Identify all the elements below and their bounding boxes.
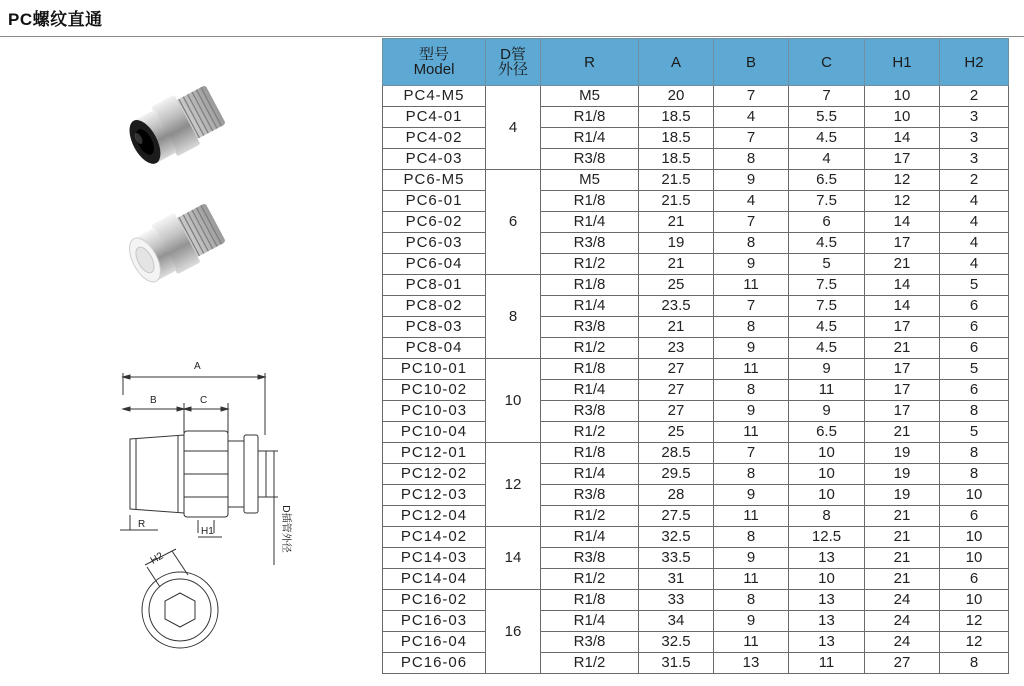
cell-c: 6 [789, 212, 865, 233]
cell-r: R1/4 [541, 296, 639, 317]
col-header-d-line2: 外径 [497, 61, 528, 78]
cell-a: 31.5 [639, 653, 714, 674]
cell-h1: 24 [865, 632, 940, 653]
cell-model: PC14-03 [383, 548, 486, 569]
cell-c: 5.5 [789, 107, 865, 128]
col-header-model [383, 39, 486, 86]
cell-r: R1/4 [541, 380, 639, 401]
cell-tube-diameter: 12 [486, 443, 541, 527]
cell-h1: 17 [865, 380, 940, 401]
cell-c: 7.5 [789, 275, 865, 296]
cell-h1: 14 [865, 296, 940, 317]
cell-h1: 12 [865, 170, 940, 191]
col-header-d [486, 39, 541, 86]
cell-a: 32.5 [639, 632, 714, 653]
dimension-drawing [100, 355, 400, 665]
table-row [383, 527, 1009, 548]
table-row [383, 632, 1009, 653]
cell-b: 7 [714, 296, 789, 317]
cell-a: 21 [639, 212, 714, 233]
cell-h1: 17 [865, 149, 940, 170]
cell-c: 13 [789, 632, 865, 653]
cell-b: 11 [714, 422, 789, 443]
cell-b: 7 [714, 128, 789, 149]
cell-r: R1/4 [541, 527, 639, 548]
cell-r: R1/8 [541, 107, 639, 128]
cell-model: PC16-03 [383, 611, 486, 632]
cell-a: 21 [639, 317, 714, 338]
cell-model: PC4-02 [383, 128, 486, 149]
cell-r: R3/8 [541, 233, 639, 254]
table-row [383, 191, 1009, 212]
cell-c: 4.5 [789, 233, 865, 254]
cell-c: 13 [789, 548, 865, 569]
cell-c: 6.5 [789, 170, 865, 191]
cell-model: PC14-02 [383, 527, 486, 548]
cell-c: 7.5 [789, 296, 865, 317]
cell-r: R1/8 [541, 443, 639, 464]
cell-r: R1/4 [541, 611, 639, 632]
dim-label-b: B [150, 395, 157, 406]
table-row [383, 485, 1009, 506]
cell-b: 9 [714, 548, 789, 569]
cell-h1: 14 [865, 212, 940, 233]
cell-h2: 2 [940, 170, 1009, 191]
cell-a: 27 [639, 401, 714, 422]
cell-b: 8 [714, 527, 789, 548]
cell-a: 18.5 [639, 149, 714, 170]
cell-r: R1/4 [541, 128, 639, 149]
cell-h1: 24 [865, 611, 940, 632]
cell-model: PC12-04 [383, 506, 486, 527]
table-row [383, 401, 1009, 422]
cell-a: 21.5 [639, 191, 714, 212]
cell-r: R1/8 [541, 359, 639, 380]
col-header-model-cn: 型号 [418, 46, 449, 63]
cell-a: 33 [639, 590, 714, 611]
cell-b: 11 [714, 275, 789, 296]
cell-model: PC10-01 [383, 359, 486, 380]
table-row [383, 275, 1009, 296]
cell-model: PC8-04 [383, 338, 486, 359]
cell-model: PC12-02 [383, 464, 486, 485]
cell-h2: 3 [940, 128, 1009, 149]
cell-c: 9 [789, 359, 865, 380]
cell-r: R3/8 [541, 401, 639, 422]
cell-b: 8 [714, 590, 789, 611]
cell-h2: 4 [940, 212, 1009, 233]
cell-r: R1/2 [541, 338, 639, 359]
page-title: PC螺纹直通 [8, 10, 103, 29]
cell-model: PC4-M5 [383, 86, 486, 107]
cell-a: 31 [639, 569, 714, 590]
cell-b: 8 [714, 317, 789, 338]
cell-c: 13 [789, 611, 865, 632]
table-row [383, 506, 1009, 527]
cell-a: 23.5 [639, 296, 714, 317]
cell-b: 11 [714, 632, 789, 653]
cell-c: 8 [789, 506, 865, 527]
cell-h2: 5 [940, 359, 1009, 380]
cell-h1: 14 [865, 275, 940, 296]
cell-h2: 8 [940, 464, 1009, 485]
title-divider [0, 36, 1024, 37]
cell-h1: 21 [865, 422, 940, 443]
cell-r: R1/2 [541, 569, 639, 590]
cell-h2: 12 [940, 632, 1009, 653]
cell-b: 11 [714, 359, 789, 380]
table-row [383, 611, 1009, 632]
cell-h1: 17 [865, 359, 940, 380]
cell-c: 9 [789, 401, 865, 422]
cell-h2: 4 [940, 233, 1009, 254]
cell-c: 4.5 [789, 128, 865, 149]
cell-b: 9 [714, 485, 789, 506]
cell-h2: 12 [940, 611, 1009, 632]
dim-label-h1: H1 [201, 526, 214, 537]
cell-a: 27 [639, 359, 714, 380]
cell-r: M5 [541, 170, 639, 191]
cell-b: 13 [714, 653, 789, 674]
cell-h2: 5 [940, 422, 1009, 443]
cell-b: 9 [714, 338, 789, 359]
cell-h1: 19 [865, 485, 940, 506]
spec-table-body [383, 86, 1009, 674]
cell-model: PC16-06 [383, 653, 486, 674]
cell-h2: 6 [940, 380, 1009, 401]
dim-label-a: A [194, 361, 201, 372]
cell-h2: 3 [940, 149, 1009, 170]
cell-h2: 5 [940, 275, 1009, 296]
cell-model: PC6-04 [383, 254, 486, 275]
col-header-h2: H2 [940, 39, 1009, 86]
cell-a: 28.5 [639, 443, 714, 464]
cell-h2: 6 [940, 506, 1009, 527]
cell-b: 9 [714, 254, 789, 275]
cell-model: PC8-01 [383, 275, 486, 296]
cell-b: 9 [714, 611, 789, 632]
cell-h2: 4 [940, 254, 1009, 275]
cell-model: PC12-01 [383, 443, 486, 464]
cell-a: 28 [639, 485, 714, 506]
cell-c: 11 [789, 380, 865, 401]
cell-h1: 21 [865, 338, 940, 359]
cell-r: R3/8 [541, 485, 639, 506]
table-row [383, 212, 1009, 233]
cell-b: 8 [714, 233, 789, 254]
cell-b: 7 [714, 443, 789, 464]
cell-model: PC10-03 [383, 401, 486, 422]
cell-b: 8 [714, 464, 789, 485]
cell-r: R1/8 [541, 191, 639, 212]
spec-table-header-row [383, 39, 1009, 86]
cell-c: 6.5 [789, 422, 865, 443]
cell-h1: 21 [865, 548, 940, 569]
cell-c: 4.5 [789, 338, 865, 359]
cell-b: 7 [714, 86, 789, 107]
cell-b: 7 [714, 212, 789, 233]
cell-c: 12.5 [789, 527, 865, 548]
cell-a: 21 [639, 254, 714, 275]
cell-c: 5 [789, 254, 865, 275]
table-row [383, 464, 1009, 485]
table-row [383, 233, 1009, 254]
col-header-model-en: Model [413, 61, 455, 78]
cell-model: PC10-02 [383, 380, 486, 401]
cell-c: 7.5 [789, 191, 865, 212]
cell-h2: 10 [940, 485, 1009, 506]
cell-r: R1/2 [541, 422, 639, 443]
col-header-b: B [714, 39, 789, 86]
cell-c: 10 [789, 464, 865, 485]
cell-model: PC4-01 [383, 107, 486, 128]
cell-r: R1/8 [541, 590, 639, 611]
cell-h1: 21 [865, 254, 940, 275]
cell-a: 25 [639, 422, 714, 443]
cell-a: 25 [639, 275, 714, 296]
cell-b: 4 [714, 191, 789, 212]
table-row [383, 107, 1009, 128]
dim-label-r: R [138, 519, 146, 530]
cell-b: 11 [714, 506, 789, 527]
cell-r: R1/4 [541, 464, 639, 485]
cell-h1: 12 [865, 191, 940, 212]
table-row [383, 548, 1009, 569]
cell-model: PC16-02 [383, 590, 486, 611]
cell-a: 20 [639, 86, 714, 107]
cell-c: 7 [789, 86, 865, 107]
cell-a: 33.5 [639, 548, 714, 569]
cell-h2: 6 [940, 569, 1009, 590]
cell-c: 10 [789, 443, 865, 464]
table-row [383, 590, 1009, 611]
cell-c: 11 [789, 653, 865, 674]
cell-h2: 8 [940, 443, 1009, 464]
cell-model: PC6-01 [383, 191, 486, 212]
cell-b: 11 [714, 569, 789, 590]
cell-r: R3/8 [541, 548, 639, 569]
cell-h1: 21 [865, 506, 940, 527]
cell-h1: 17 [865, 317, 940, 338]
cell-b: 8 [714, 149, 789, 170]
table-row [383, 149, 1009, 170]
cell-h1: 10 [865, 107, 940, 128]
cell-model: PC10-04 [383, 422, 486, 443]
cell-a: 19 [639, 233, 714, 254]
cell-h1: 17 [865, 233, 940, 254]
cell-h2: 10 [940, 590, 1009, 611]
cell-tube-diameter: 14 [486, 527, 541, 590]
table-row [383, 380, 1009, 401]
cell-model: PC4-03 [383, 149, 486, 170]
table-row [383, 653, 1009, 674]
cell-r: R3/8 [541, 149, 639, 170]
cell-tube-diameter: 10 [486, 359, 541, 443]
table-row [383, 317, 1009, 338]
table-row [383, 128, 1009, 149]
cell-h1: 21 [865, 569, 940, 590]
table-row [383, 338, 1009, 359]
cell-c: 10 [789, 569, 865, 590]
cell-a: 18.5 [639, 107, 714, 128]
cell-h1: 10 [865, 86, 940, 107]
cell-c: 4.5 [789, 317, 865, 338]
table-row [383, 296, 1009, 317]
cell-model: PC6-M5 [383, 170, 486, 191]
cell-r: R1/4 [541, 212, 639, 233]
fitting-photo-white-ring [125, 190, 240, 295]
cell-tube-diameter: 8 [486, 275, 541, 359]
cell-r: R3/8 [541, 317, 639, 338]
cell-h2: 4 [940, 191, 1009, 212]
col-header-d-line1: D管 [500, 46, 526, 63]
cell-b: 9 [714, 401, 789, 422]
dim-label-c: C [200, 395, 208, 406]
cell-r: R1/2 [541, 506, 639, 527]
table-row [383, 422, 1009, 443]
cell-h2: 10 [940, 548, 1009, 569]
cell-a: 23 [639, 338, 714, 359]
cell-h1: 27 [865, 653, 940, 674]
cell-h2: 6 [940, 338, 1009, 359]
cell-a: 34 [639, 611, 714, 632]
cell-model: PC8-02 [383, 296, 486, 317]
col-header-c: C [789, 39, 865, 86]
table-row [383, 569, 1009, 590]
cell-a: 18.5 [639, 128, 714, 149]
cell-tube-diameter: 6 [486, 170, 541, 275]
cell-h2: 6 [940, 296, 1009, 317]
cell-h2: 2 [940, 86, 1009, 107]
col-header-a: A [639, 39, 714, 86]
cell-b: 9 [714, 170, 789, 191]
table-row [383, 443, 1009, 464]
cell-model: PC6-02 [383, 212, 486, 233]
cell-b: 8 [714, 380, 789, 401]
table-row [383, 254, 1009, 275]
cell-h2: 6 [940, 317, 1009, 338]
cell-h1: 19 [865, 464, 940, 485]
table-row [383, 359, 1009, 380]
cell-h1: 19 [865, 443, 940, 464]
cell-a: 27 [639, 380, 714, 401]
cell-model: PC16-04 [383, 632, 486, 653]
spec-table [382, 38, 1009, 674]
fitting-photo-black-ring [125, 72, 240, 177]
dim-label-h2: H2 [148, 550, 166, 567]
cell-h2: 8 [940, 653, 1009, 674]
cell-h2: 10 [940, 527, 1009, 548]
table-row [383, 170, 1009, 191]
cell-tube-diameter: 4 [486, 86, 541, 170]
table-row [383, 86, 1009, 107]
cell-r: R1/2 [541, 653, 639, 674]
cell-a: 21.5 [639, 170, 714, 191]
cell-h2: 3 [940, 107, 1009, 128]
cell-h2: 8 [940, 401, 1009, 422]
cell-a: 29.5 [639, 464, 714, 485]
cell-h1: 21 [865, 527, 940, 548]
cell-model: PC14-04 [383, 569, 486, 590]
dim-label-d: D插管外径 [280, 505, 291, 553]
col-header-h1: H1 [865, 39, 940, 86]
cell-h1: 17 [865, 401, 940, 422]
cell-model: PC12-03 [383, 485, 486, 506]
cell-r: M5 [541, 86, 639, 107]
cell-tube-diameter: 16 [486, 590, 541, 674]
cell-c: 4 [789, 149, 865, 170]
cell-c: 10 [789, 485, 865, 506]
cell-h1: 24 [865, 590, 940, 611]
cell-a: 27.5 [639, 506, 714, 527]
cell-model: PC8-03 [383, 317, 486, 338]
col-header-r: R [541, 39, 639, 86]
cell-h1: 14 [865, 128, 940, 149]
cell-b: 4 [714, 107, 789, 128]
cell-r: R1/2 [541, 254, 639, 275]
cell-model: PC6-03 [383, 233, 486, 254]
cell-r: R1/8 [541, 275, 639, 296]
cell-c: 13 [789, 590, 865, 611]
cell-a: 32.5 [639, 527, 714, 548]
cell-r: R3/8 [541, 632, 639, 653]
